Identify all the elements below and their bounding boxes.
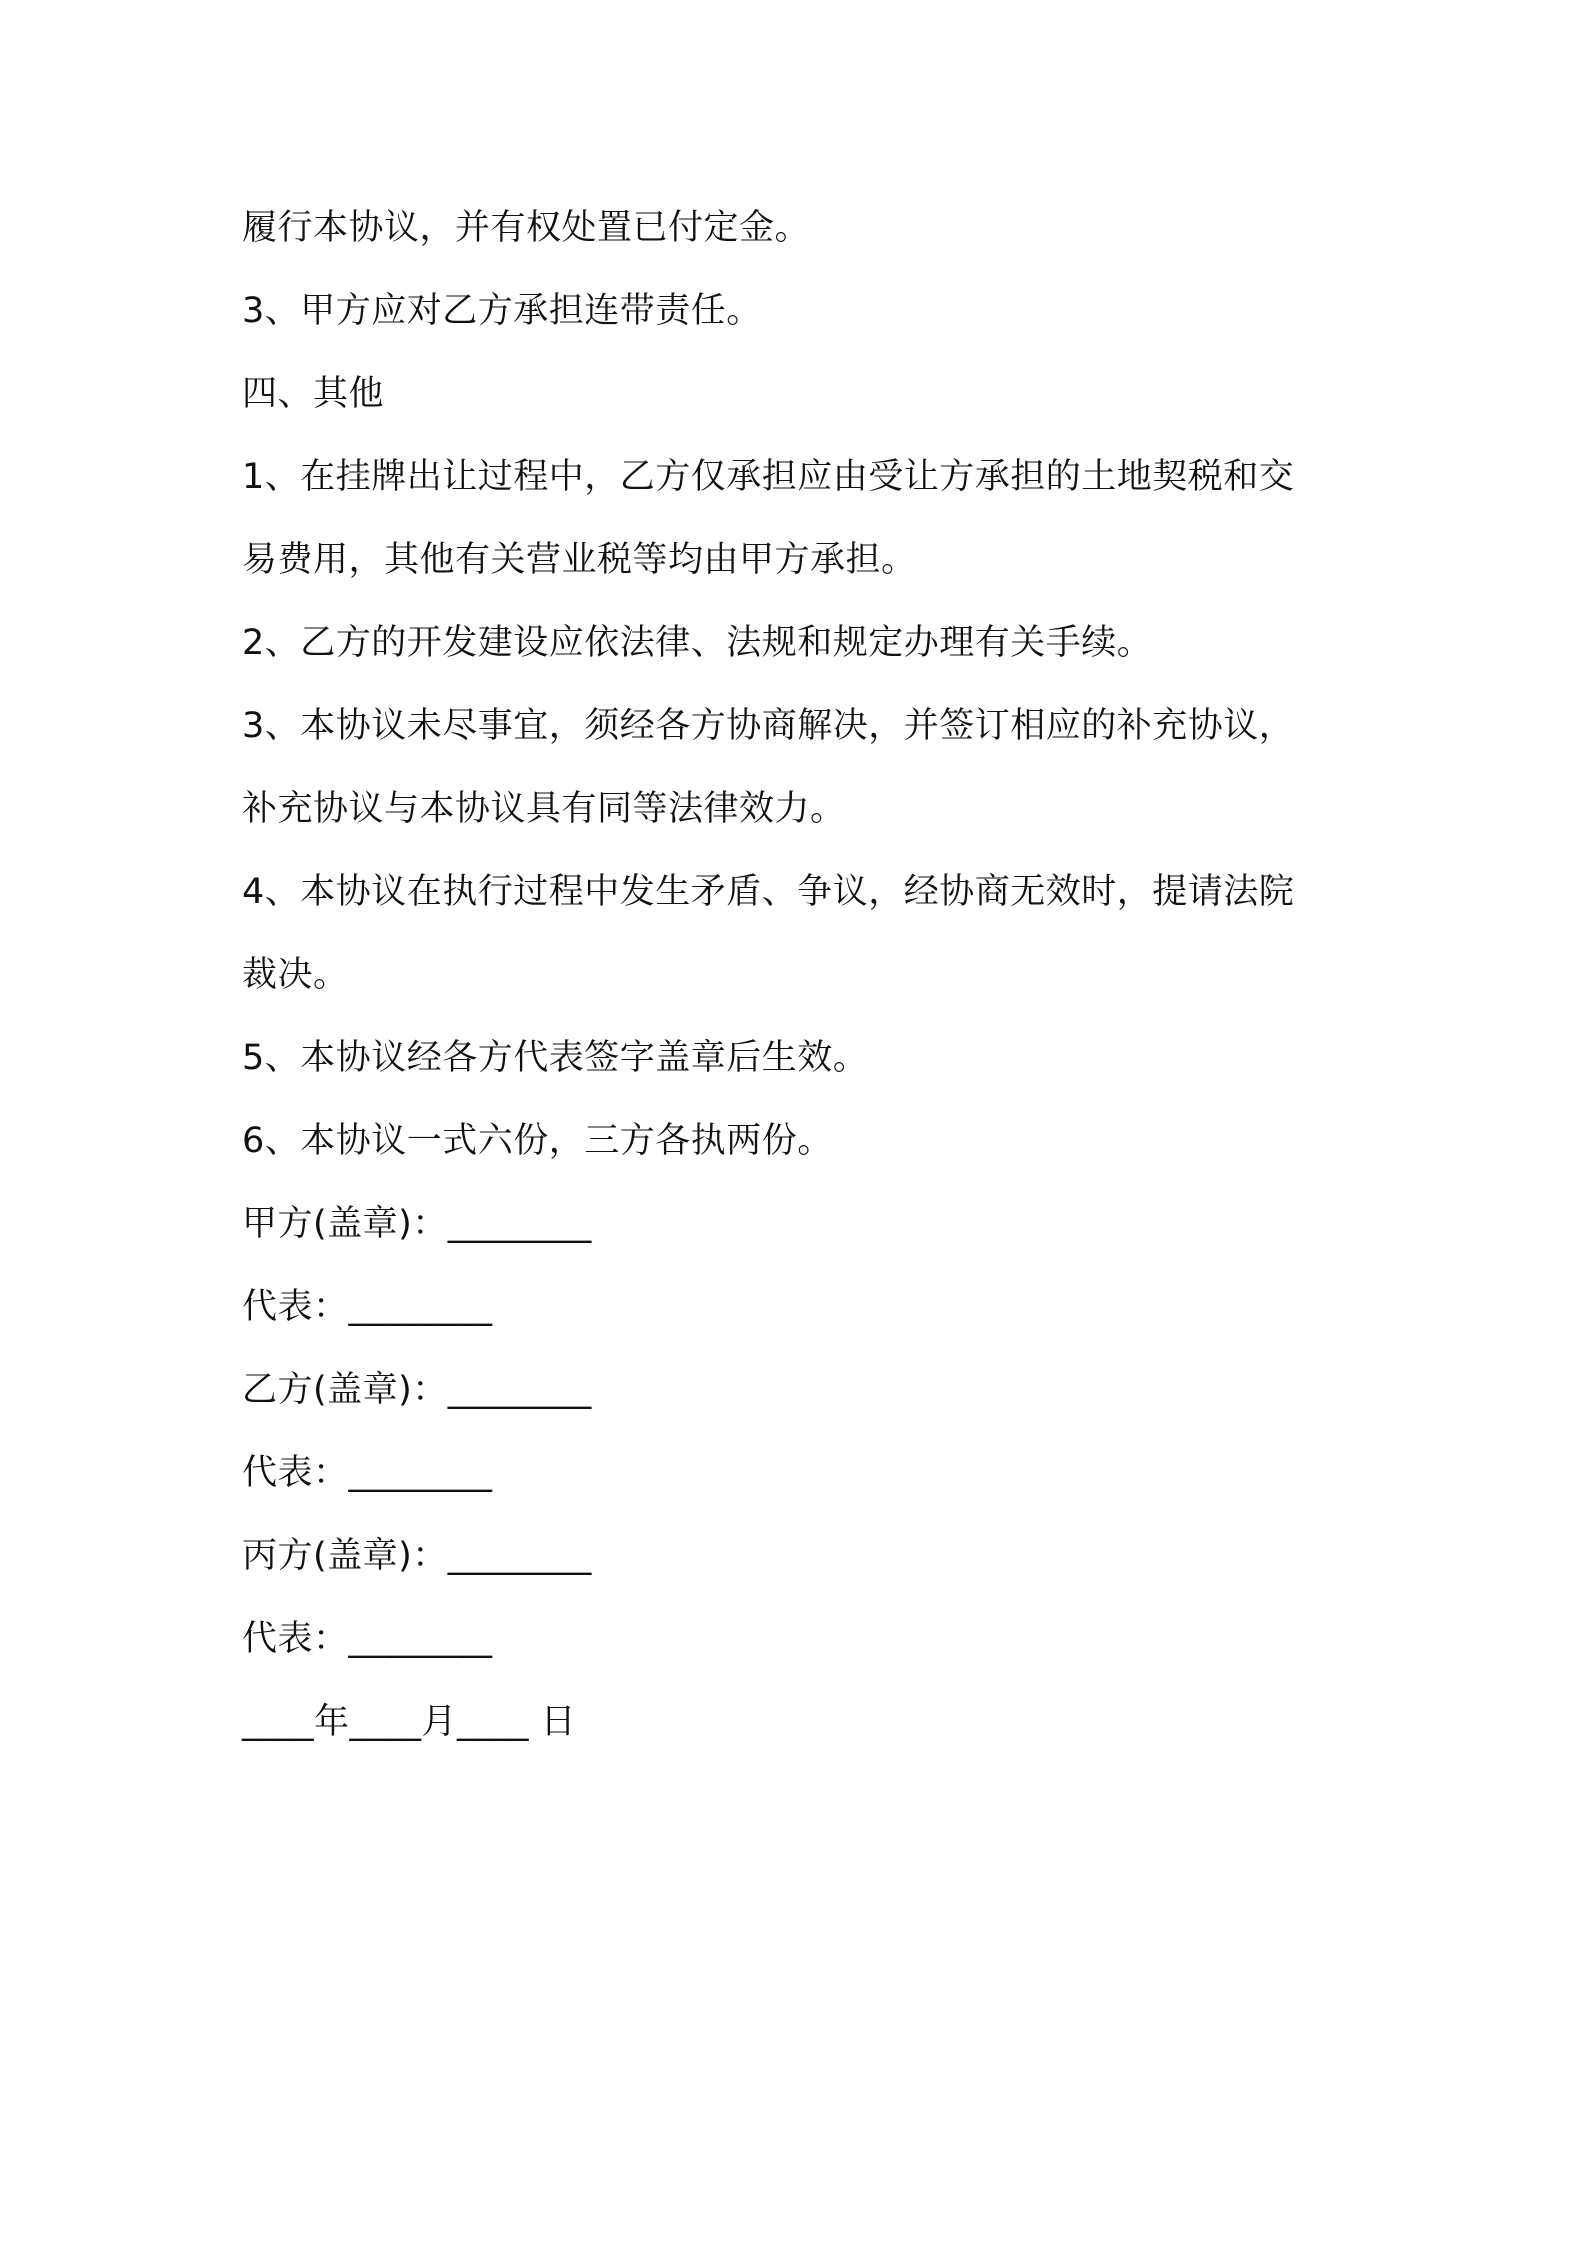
clause-4-2: 2、乙方的开发建设应依法律、法规和规定办理有关手续。 (242, 623, 1153, 663)
section-heading-other: 四、其他 (242, 374, 385, 414)
clause-3-3: 3、甲方应对乙方承担连带责任。 (242, 291, 762, 331)
party-c-seal-line: 丙方(盖章)：________ (242, 1536, 592, 1576)
date-line: ____年____月____ 日 (242, 1702, 577, 1742)
paragraph-continuation: 履行本协议，并有权处置已付定金。 (242, 208, 811, 248)
clause-4-3-line-2: 补充协议与本协议具有同等法律效力。 (242, 789, 846, 829)
clause-4-1-line-2: 易费用，其他有关营业税等均由甲方承担。 (242, 540, 917, 580)
party-c-representative-line: 代表：________ (242, 1619, 493, 1659)
party-a-representative-line: 代表：________ (242, 1287, 493, 1327)
party-b-representative-line: 代表：________ (242, 1453, 493, 1493)
clause-4-6: 6、本协议一式六份，三方各执两份。 (242, 1121, 833, 1161)
clause-4-4-line-1: 4、本协议在执行过程中发生矛盾、争议，经协商无效时，提请法院 (242, 872, 1295, 912)
party-a-seal-line: 甲方(盖章)：________ (242, 1204, 592, 1244)
party-b-seal-line: 乙方(盖章)：________ (242, 1370, 592, 1410)
clause-4-4-line-2: 裁决。 (242, 955, 349, 995)
clause-4-1-line-1: 1、在挂牌出让过程中，乙方仅承担应由受让方承担的土地契税和交 (242, 457, 1295, 497)
document-body (242, 200, 1372, 1777)
clause-4-5: 5、本协议经各方代表签字盖章后生效。 (242, 1038, 869, 1078)
clause-4-3-line-1: 3、本协议未尽事宜，须经各方协商解决，并签订相应的补充协议， (242, 706, 1295, 746)
